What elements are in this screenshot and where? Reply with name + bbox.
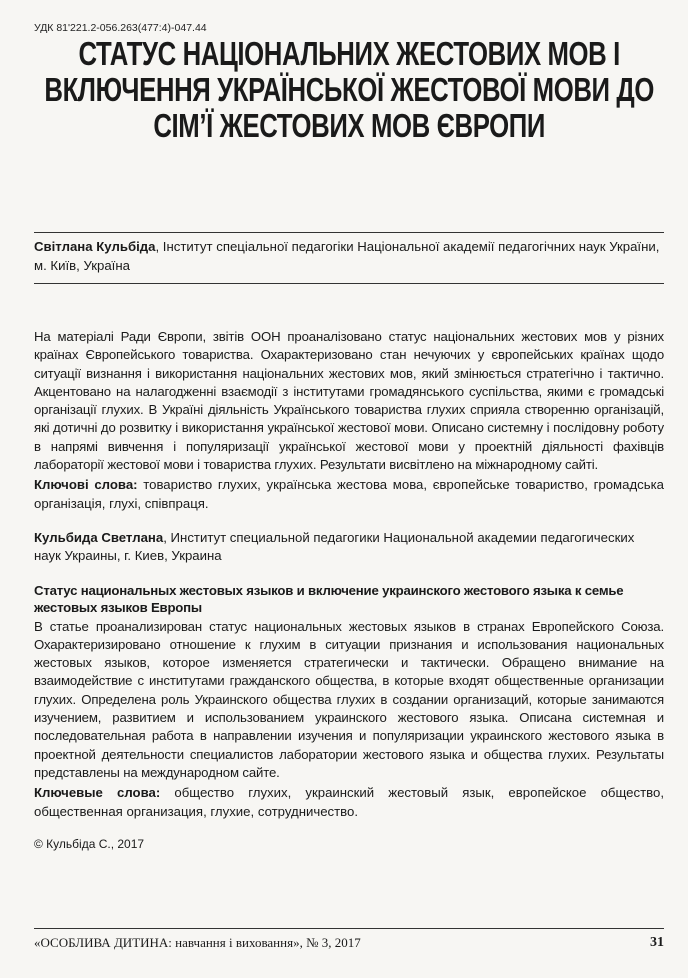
- keywords-text-ua: товариство глухих, українська жестова мова, європейське товариство, громадська організація, глухі, співпраця.: [34, 477, 664, 511]
- udk-code: УДК 81'221.2-056.263(477:4)-047.44: [34, 22, 207, 34]
- copyright-notice: © Кульбіда С., 2017: [34, 836, 145, 851]
- article-title: СТАТУС НАЦІОНАЛЬНИХ ЖЕСТОВИХ МОВ І ВКЛЮЧЕННЯ УКРАЇНСЬКОЇ ЖЕСТОВОЇ МОВИ ДО СІМ’Ї ЖЕСТОВИХ МОВ ЄВРОПИ: [44, 35, 654, 144]
- keywords-text-ru: общество глухих, украинский жестовый язык, европейское общество, общественная организация, глухие, сотрудничество.: [34, 785, 664, 819]
- author-affiliation-ua: , Інститут спеціальної педагогіки Національної академії педагогічних наук України, м. Київ, Україна: [34, 239, 660, 273]
- keywords-label-ru: Ключевые слова:: [34, 785, 161, 801]
- article-page: [34, 22, 664, 851]
- author-name-ru: Кульбида Светлана: [34, 529, 164, 545]
- keywords-ua: [34, 476, 664, 513]
- author-block-ru: [34, 529, 664, 566]
- article-title-ru: Статус национальных жестовых языков и включение украинского жестового языка к семье жестовых языков Европы: [34, 582, 624, 615]
- author-name-ua: Світлана Кульбіда: [34, 239, 156, 254]
- abstract-ua: На матеріалі Ради Європи, звітів ООН проаналізовано статус національних жестових мов у різних країнах Європейського товариства. Охарактеризовано стан нечуючих у європейських країнах щодо ситуації визнання і використання національних жестових мов, який змінюється стратегічно і тактично. Акцентовано на налагодженні взаємодії з інститутами громадянського суспільства, якими є громадські організації глухих. В Україні діяльність Українського товариства глухих сприяла створенню організацій, які дотичні до розвитку і використання української жестової мови. Описано системну і послідовну роботу в напрямі вивчення і популяризації української жестової мови у проектній діяльності фахівців лабораторії жестової мови і товариства глухих. Результати висвітлено на міжнародному сайті.: [34, 329, 664, 473]
- keywords-ru: [34, 784, 664, 821]
- abstract-ru: В статье проанализирован статус национальных жестовых языков в странах Европейского Союза. Охарактеризировано отношение к глухим в ситуации признания и использования национальных жестовых языков, которое изменяется стратегически и тактически. Обращено внимание на взаимодействие с институтами гражданского общества, в которые входят общественные организации глухих. Определена роль Украинского общества глухих в создании организаций, которые занимаются изучением, развитием и использованием украинского жестового языка. Описана системная и последовательная работа в направлении изучения и популяризации украинского жестового языка в проектной деятельности специалистов лаборатории жестового языка и общества глухих. Результаты представлены на международном сайте.: [34, 618, 664, 780]
- author-affiliation-ru: , Институт специальной педагогики Национальной академии педагогических наук Украины, г. Киев, Украина: [34, 529, 635, 564]
- page-footer: [34, 928, 664, 951]
- keywords-label-ua: Ключові слова:: [34, 477, 138, 493]
- page-number: 31: [650, 935, 664, 950]
- journal-name: «ОСОБЛИВА ДИТИНА: навчання і виховання», № 3, 2017: [34, 935, 361, 950]
- author-block-ua: [34, 232, 664, 284]
